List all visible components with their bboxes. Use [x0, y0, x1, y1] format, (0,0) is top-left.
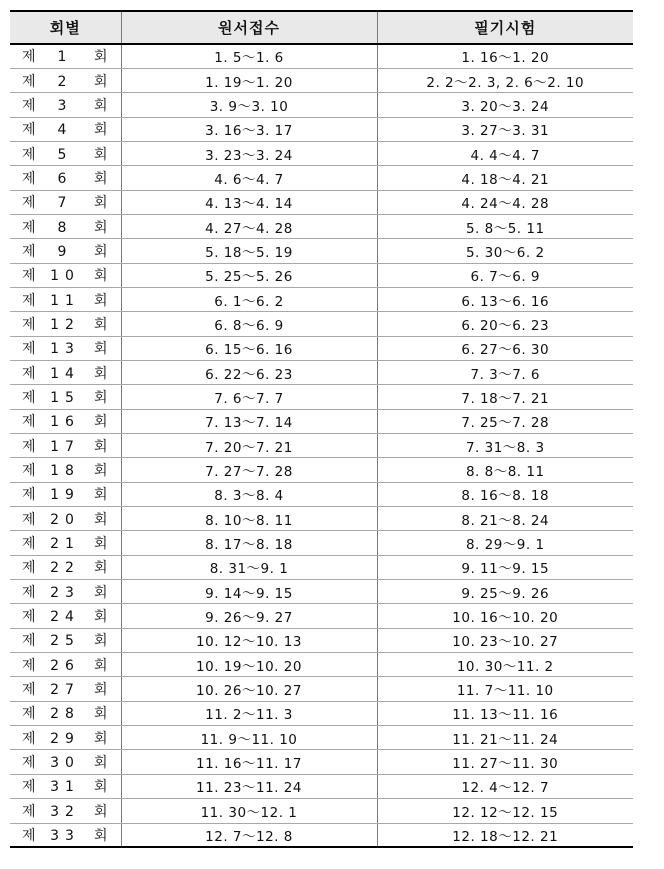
- written-exam-period-cell: 9. 11～9. 15: [377, 555, 633, 579]
- round-suffix: 회: [93, 755, 108, 772]
- application-period-cell: 11. 16～11. 17: [121, 750, 377, 774]
- written-exam-period-cell: 6. 20～6. 23: [377, 312, 633, 336]
- round-suffix: 회: [93, 365, 108, 382]
- table-row: [10, 141, 633, 165]
- table-row: [10, 312, 633, 336]
- round-cell: [10, 141, 121, 165]
- round-suffix: 회: [93, 487, 108, 504]
- round-cell: [10, 531, 121, 555]
- written-exam-period-cell: 6. 7～6. 9: [377, 263, 633, 287]
- round-cell: [10, 434, 121, 458]
- table-row: [10, 190, 633, 214]
- written-exam-period-cell: 1. 16～1. 20: [377, 44, 633, 68]
- round-suffix: 회: [93, 536, 108, 553]
- application-period-cell: 8. 31～9. 1: [121, 555, 377, 579]
- round-suffix: 회: [93, 122, 108, 139]
- written-exam-period-cell: 3. 27～3. 31: [377, 117, 633, 141]
- application-period-cell: 10. 26～10. 27: [121, 677, 377, 701]
- round-number: 19: [50, 487, 80, 504]
- round-prefix: 제: [22, 389, 37, 406]
- schedule-body: [10, 44, 633, 847]
- round-suffix: 회: [93, 779, 108, 796]
- round-suffix: 회: [93, 73, 108, 90]
- table-row: [10, 263, 633, 287]
- application-period-cell: 11. 23～11. 24: [121, 774, 377, 798]
- application-period-cell: 7. 6～7. 7: [121, 385, 377, 409]
- round-prefix: 제: [22, 438, 37, 455]
- round-cell: [10, 166, 121, 190]
- round-prefix: 제: [22, 682, 37, 699]
- round-cell: [10, 214, 121, 238]
- table-row: [10, 360, 633, 384]
- table-row: [10, 93, 633, 117]
- written-exam-period-cell: 11. 13～11. 16: [377, 701, 633, 725]
- round-number: 2: [57, 73, 73, 90]
- table-row: [10, 726, 633, 750]
- round-suffix: 회: [93, 49, 108, 66]
- application-period-cell: 7. 20～7. 21: [121, 434, 377, 458]
- application-period-cell: 6. 8～6. 9: [121, 312, 377, 336]
- table-row: [10, 604, 633, 628]
- round-number: 14: [50, 365, 80, 382]
- application-period-cell: 8. 3～8. 4: [121, 482, 377, 506]
- written-exam-period-cell: 7. 18～7. 21: [377, 385, 633, 409]
- application-period-cell: 5. 18～5. 19: [121, 239, 377, 263]
- round-suffix: 회: [93, 97, 108, 114]
- application-period-cell: 3. 16～3. 17: [121, 117, 377, 141]
- round-prefix: 제: [22, 536, 37, 553]
- table-row: [10, 507, 633, 531]
- round-cell: [10, 409, 121, 433]
- table-row: [10, 214, 633, 238]
- round-number: 18: [50, 463, 80, 480]
- round-prefix: 제: [22, 511, 37, 528]
- round-number: 10: [50, 268, 80, 285]
- written-exam-period-cell: 4. 4～4. 7: [377, 141, 633, 165]
- round-cell: [10, 360, 121, 384]
- round-cell: [10, 239, 121, 263]
- application-period-cell: 6. 1～6. 2: [121, 287, 377, 311]
- application-period-cell: 3. 23～3. 24: [121, 141, 377, 165]
- round-prefix: 제: [22, 316, 37, 333]
- round-prefix: 제: [22, 779, 37, 796]
- written-exam-period-cell: 8. 21～8. 24: [377, 507, 633, 531]
- round-number: 17: [50, 438, 80, 455]
- round-cell: [10, 701, 121, 725]
- round-prefix: 제: [22, 706, 37, 723]
- round-prefix: 제: [22, 657, 37, 674]
- written-exam-period-cell: 5. 30～6. 2: [377, 239, 633, 263]
- round-prefix: 제: [22, 609, 37, 626]
- application-period-cell: 4. 13～4. 14: [121, 190, 377, 214]
- round-number: 22: [50, 560, 80, 577]
- round-suffix: 회: [93, 170, 108, 187]
- round-cell: [10, 628, 121, 652]
- round-prefix: 제: [22, 755, 37, 772]
- written-exam-period-cell: 10. 30～11. 2: [377, 653, 633, 677]
- round-prefix: 제: [22, 73, 37, 90]
- table-row: [10, 336, 633, 360]
- round-suffix: 회: [93, 316, 108, 333]
- written-exam-period-cell: 4. 18～4. 21: [377, 166, 633, 190]
- round-prefix: 제: [22, 803, 37, 820]
- round-cell: [10, 263, 121, 287]
- application-period-cell: 11. 9～11. 10: [121, 726, 377, 750]
- written-exam-period-cell: 11. 7～11. 10: [377, 677, 633, 701]
- table-row: [10, 799, 633, 823]
- written-exam-period-cell: 9. 25～9. 26: [377, 580, 633, 604]
- table-row: [10, 44, 633, 68]
- application-period-cell: 3. 9～3. 10: [121, 93, 377, 117]
- application-period-cell: 10. 19～10. 20: [121, 653, 377, 677]
- written-exam-period-cell: 8. 16～8. 18: [377, 482, 633, 506]
- header-round: 회별: [10, 11, 121, 44]
- header-application: 원서접수: [121, 11, 377, 44]
- table-row: [10, 68, 633, 92]
- table-row: [10, 750, 633, 774]
- round-cell: [10, 93, 121, 117]
- table-row: [10, 628, 633, 652]
- application-period-cell: 4. 6～4. 7: [121, 166, 377, 190]
- round-prefix: 제: [22, 146, 37, 163]
- round-prefix: 제: [22, 292, 37, 309]
- written-exam-period-cell: 12. 4～12. 7: [377, 774, 633, 798]
- table-row: [10, 166, 633, 190]
- written-exam-period-cell: 11. 27～11. 30: [377, 750, 633, 774]
- round-suffix: 회: [93, 341, 108, 358]
- table-row: [10, 385, 633, 409]
- round-prefix: 제: [22, 414, 37, 431]
- round-cell: [10, 458, 121, 482]
- round-suffix: 회: [93, 219, 108, 236]
- round-prefix: 제: [22, 122, 37, 139]
- round-suffix: 회: [93, 730, 108, 747]
- table-row: [10, 701, 633, 725]
- round-suffix: 회: [93, 511, 108, 528]
- round-suffix: 회: [93, 243, 108, 260]
- round-number: 26: [50, 657, 80, 674]
- round-cell: [10, 726, 121, 750]
- round-prefix: 제: [22, 170, 37, 187]
- written-exam-period-cell: 6. 27～6. 30: [377, 336, 633, 360]
- round-prefix: 제: [22, 487, 37, 504]
- round-prefix: 제: [22, 365, 37, 382]
- written-exam-period-cell: 12. 18～12. 21: [377, 823, 633, 847]
- table-row: [10, 287, 633, 311]
- round-prefix: 제: [22, 560, 37, 577]
- round-suffix: 회: [93, 560, 108, 577]
- round-prefix: 제: [22, 633, 37, 650]
- round-prefix: 제: [22, 463, 37, 480]
- round-number: 33: [50, 827, 80, 844]
- round-prefix: 제: [22, 219, 37, 236]
- round-prefix: 제: [22, 268, 37, 285]
- application-period-cell: 1. 19～1. 20: [121, 68, 377, 92]
- written-exam-period-cell: 7. 31～8. 3: [377, 434, 633, 458]
- round-cell: [10, 507, 121, 531]
- round-cell: [10, 677, 121, 701]
- written-exam-period-cell: 8. 29～9. 1: [377, 531, 633, 555]
- round-number: 1: [57, 49, 73, 66]
- written-exam-period-cell: 5. 8～5. 11: [377, 214, 633, 238]
- table-row: [10, 239, 633, 263]
- round-suffix: 회: [93, 584, 108, 601]
- application-period-cell: 6. 22～6. 23: [121, 360, 377, 384]
- application-period-cell: 11. 30～12. 1: [121, 799, 377, 823]
- round-cell: [10, 287, 121, 311]
- round-number: 29: [50, 730, 80, 747]
- table-row: [10, 555, 633, 579]
- table-row: [10, 409, 633, 433]
- round-cell: [10, 580, 121, 604]
- application-period-cell: 11. 2～11. 3: [121, 701, 377, 725]
- round-prefix: 제: [22, 49, 37, 66]
- round-number: 32: [50, 803, 80, 820]
- round-suffix: 회: [93, 633, 108, 650]
- application-period-cell: 10. 12～10. 13: [121, 628, 377, 652]
- table-row: [10, 117, 633, 141]
- round-number: 23: [50, 584, 80, 601]
- written-exam-period-cell: 10. 23～10. 27: [377, 628, 633, 652]
- round-number: 25: [50, 633, 80, 650]
- schedule-document: [10, 10, 633, 848]
- round-suffix: 회: [93, 706, 108, 723]
- round-cell: [10, 385, 121, 409]
- round-number: 9: [57, 243, 73, 260]
- round-number: 24: [50, 609, 80, 626]
- round-cell: [10, 774, 121, 798]
- application-period-cell: 8. 17～8. 18: [121, 531, 377, 555]
- round-cell: [10, 750, 121, 774]
- round-number: 31: [50, 779, 80, 796]
- written-exam-period-cell: 4. 24～4. 28: [377, 190, 633, 214]
- round-cell: [10, 482, 121, 506]
- round-suffix: 회: [93, 389, 108, 406]
- round-cell: [10, 336, 121, 360]
- round-cell: [10, 312, 121, 336]
- round-prefix: 제: [22, 730, 37, 747]
- written-exam-period-cell: 12. 12～12. 15: [377, 799, 633, 823]
- round-number: 11: [50, 292, 80, 309]
- table-row: [10, 482, 633, 506]
- table-row: [10, 823, 633, 847]
- application-period-cell: 4. 27～4. 28: [121, 214, 377, 238]
- round-number: 13: [50, 341, 80, 358]
- round-number: 5: [57, 146, 73, 163]
- round-number: 12: [50, 316, 80, 333]
- application-period-cell: 7. 27～7. 28: [121, 458, 377, 482]
- round-number: 16: [50, 414, 80, 431]
- application-period-cell: 5. 25～5. 26: [121, 263, 377, 287]
- table-row: [10, 677, 633, 701]
- round-suffix: 회: [93, 195, 108, 212]
- application-period-cell: 6. 15～6. 16: [121, 336, 377, 360]
- written-exam-period-cell: 7. 3～7. 6: [377, 360, 633, 384]
- round-suffix: 회: [93, 438, 108, 455]
- application-period-cell: 9. 14～9. 15: [121, 580, 377, 604]
- table-row: [10, 531, 633, 555]
- round-suffix: 회: [93, 414, 108, 431]
- round-cell: [10, 799, 121, 823]
- round-number: 4: [57, 122, 73, 139]
- round-number: 15: [50, 389, 80, 406]
- round-number: 21: [50, 536, 80, 553]
- round-cell: [10, 44, 121, 68]
- written-exam-period-cell: 3. 20～3. 24: [377, 93, 633, 117]
- round-cell: [10, 190, 121, 214]
- table-row: [10, 580, 633, 604]
- header-written-exam: 필기시험: [377, 11, 633, 44]
- round-number: 30: [50, 755, 80, 772]
- exam-schedule-table: [10, 10, 633, 848]
- round-number: 6: [57, 170, 73, 187]
- round-suffix: 회: [93, 609, 108, 626]
- round-number: 3: [57, 97, 73, 114]
- round-cell: [10, 555, 121, 579]
- round-suffix: 회: [93, 463, 108, 480]
- round-prefix: 제: [22, 195, 37, 212]
- round-prefix: 제: [22, 341, 37, 358]
- round-suffix: 회: [93, 682, 108, 699]
- application-period-cell: 9. 26～9. 27: [121, 604, 377, 628]
- application-period-cell: 7. 13～7. 14: [121, 409, 377, 433]
- written-exam-period-cell: 10. 16～10. 20: [377, 604, 633, 628]
- round-prefix: 제: [22, 97, 37, 114]
- written-exam-period-cell: 8. 8～8. 11: [377, 458, 633, 482]
- round-number: 28: [50, 706, 80, 723]
- round-prefix: 제: [22, 584, 37, 601]
- application-period-cell: 8. 10～8. 11: [121, 507, 377, 531]
- table-row: [10, 774, 633, 798]
- application-period-cell: 1. 5～1. 6: [121, 44, 377, 68]
- round-number: 20: [50, 511, 80, 528]
- round-prefix: 제: [22, 827, 37, 844]
- round-suffix: 회: [93, 657, 108, 674]
- round-suffix: 회: [93, 292, 108, 309]
- written-exam-period-cell: 11. 21～11. 24: [377, 726, 633, 750]
- round-cell: [10, 117, 121, 141]
- round-suffix: 회: [93, 827, 108, 844]
- round-cell: [10, 604, 121, 628]
- round-number: 27: [50, 682, 80, 699]
- round-cell: [10, 68, 121, 92]
- round-suffix: 회: [93, 803, 108, 820]
- written-exam-period-cell: 6. 13～6. 16: [377, 287, 633, 311]
- table-row: [10, 458, 633, 482]
- table-row: [10, 653, 633, 677]
- round-number: 7: [57, 195, 73, 212]
- application-period-cell: 12. 7～12. 8: [121, 823, 377, 847]
- header-row: [10, 11, 633, 44]
- written-exam-period-cell: 7. 25～7. 28: [377, 409, 633, 433]
- round-number: 8: [57, 219, 73, 236]
- written-exam-period-cell: 2. 2～2. 3, 2. 6～2. 10: [377, 68, 633, 92]
- round-suffix: 회: [93, 268, 108, 285]
- round-cell: [10, 653, 121, 677]
- round-suffix: 회: [93, 146, 108, 163]
- round-cell: [10, 823, 121, 847]
- round-prefix: 제: [22, 243, 37, 260]
- table-row: [10, 434, 633, 458]
